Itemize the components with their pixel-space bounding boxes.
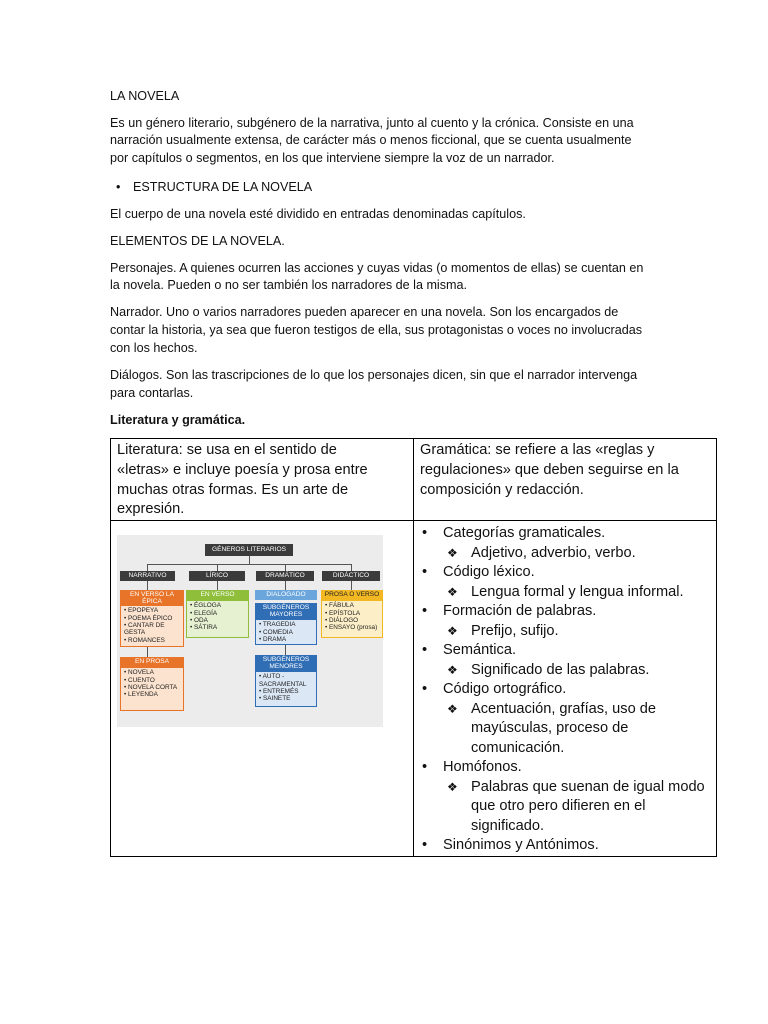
- narrativo-prosa-label: EN PROSA: [120, 657, 184, 667]
- gramatica-list: [414, 521, 716, 856]
- literatura-header: [111, 439, 413, 520]
- connector-line: [351, 564, 352, 571]
- dramatico-menores-label: SUBGÉNEROS MENORES: [255, 655, 317, 671]
- list-item: • CANTAR DE GESTA: [124, 622, 180, 637]
- table-header-row: [111, 439, 717, 521]
- literatura-line: Literatura: se usa en el sentido de: [117, 442, 337, 458]
- category-dramatico: DRAMÁTICO: [256, 571, 314, 581]
- sub-list-item: [414, 622, 716, 642]
- gramatica-line: Gramática: se refiere a las «reglas y: [420, 442, 655, 458]
- connector-line: [147, 564, 351, 565]
- diamond-bullet-icon: ❖: [447, 779, 458, 794]
- connector-line: [285, 581, 286, 590]
- literatura-line: expresión.: [117, 501, 185, 518]
- diagram-root: GÉNEROS LITERARIOS: [205, 544, 293, 556]
- elementos-heading: ELEMENTOS DE LA NOVELA.: [110, 234, 285, 248]
- list-item: • ENSAYO (prosa): [325, 624, 379, 631]
- didactico-list: [321, 600, 383, 638]
- category-lirico: LÍRICO: [189, 571, 245, 581]
- literatura-line: «letras» e incluye poesía y prosa entre: [117, 461, 368, 478]
- sub-item-text: Palabras que suenan de igual modo que otro pero difieren en el significado.: [471, 778, 705, 834]
- list-item: • ODA: [190, 617, 245, 624]
- literatura-line: muchas otras formas. Es un arte de: [117, 481, 349, 498]
- diamond-bullet-icon: ❖: [447, 623, 458, 638]
- list-item: • LEYENDA: [124, 691, 180, 698]
- literatura-gramatica-table: [110, 438, 717, 857]
- narrador-line-1: Narrador. Uno o varios narradores pueden aparecer en una novela. Son los encargados de: [110, 305, 619, 319]
- sub-item-text: Acentuación, grafías, uso de mayúsculas, proceso de comunicación.: [471, 700, 656, 756]
- didactico-label: PROSA O VERSO: [321, 590, 383, 600]
- table-body-row: [111, 521, 717, 857]
- bullet-text: ESTRUCTURA DE LA NOVELA: [133, 180, 313, 194]
- list-item: • Categorías gramaticales.: [414, 524, 716, 544]
- narrador-line-2: contar la historia, ya sea que fueron testigos de ella, sus protagonistas o voces no involucradas: [110, 323, 643, 337]
- sub-item-text: Significado de las palabras.: [471, 661, 650, 678]
- connector-line: [217, 564, 218, 571]
- lirico-list: [186, 600, 249, 638]
- connector-line: [285, 564, 286, 571]
- gramatica-line: regulaciones» que deben seguirse en la: [420, 461, 679, 478]
- list-item: • ROMANCES: [124, 637, 180, 644]
- list-item: • DRAMA: [259, 636, 313, 643]
- list-item: • ÉGLOGA: [190, 602, 245, 609]
- list-item: • EPOPEYA: [124, 607, 180, 614]
- narrativo-prosa-list: [120, 667, 184, 711]
- list-item: • POEMA ÉPICO: [124, 615, 180, 622]
- list-item: • AUTO - SACRAMENTAL: [259, 673, 313, 688]
- dramatico-menores-list: [255, 671, 317, 707]
- list-item: • Sinónimos y Antónimos.: [414, 836, 716, 856]
- category-narrativo: NARRATIVO: [120, 571, 175, 581]
- list-item: • Semántica.: [414, 641, 716, 661]
- list-item: • Formación de palabras.: [414, 602, 716, 622]
- intro-line-3: por capítulos o segmentos, en los que interviene siempre la voz de un narrador.: [110, 151, 555, 165]
- list-item: • FÁBULA: [325, 602, 379, 609]
- connector-line: [285, 645, 286, 655]
- sub-list-item: [414, 583, 716, 603]
- sub-item-text: Adjetivo, adverbio, verbo.: [471, 544, 636, 561]
- personajes-line-2: la novela. Pueden o no ser también los narradores de la misma.: [110, 278, 468, 292]
- dialogos-line-2: para contarlas.: [110, 386, 194, 400]
- bullet-icon: •: [116, 180, 121, 194]
- gramatica-line: composición y redacción.: [420, 481, 584, 498]
- personajes-line-1: Personajes. A quienes ocurren las acciones y cuyas vidas (o momentos de ellas) se cuentan en: [110, 261, 644, 275]
- narrador-line-3: con los hechos.: [110, 341, 198, 355]
- intro-line-2: narración usualmente extensa, de carácter más o menos ficcional, que se cuenta usualmente: [110, 133, 632, 147]
- sub-list-item: [414, 661, 716, 681]
- table-title: Literatura y gramática.: [110, 413, 246, 427]
- list-item: • NOVELA CORTA: [124, 684, 180, 691]
- generos-literarios-diagram: [117, 535, 383, 727]
- list-item: • Homófonos.: [414, 758, 716, 778]
- gramatica-header-cell: [414, 439, 717, 521]
- sub-list-item: [414, 700, 716, 759]
- gramatica-header: [414, 439, 716, 500]
- connector-line: [351, 581, 352, 590]
- connector-line: [147, 647, 148, 657]
- connector-line: [217, 581, 218, 590]
- document-title: LA NOVELA: [110, 89, 180, 103]
- gramatica-list-cell: [414, 521, 717, 857]
- list-item: • ELEGÍA: [190, 610, 245, 617]
- diamond-bullet-icon: ❖: [447, 545, 458, 560]
- dramatico-mayores-label: SUBGÉNEROS MAYORES: [255, 603, 317, 619]
- narrativo-verso-label: EN VERSO LA ÉPICA: [120, 590, 184, 605]
- narrativo-verso-list: [120, 605, 184, 647]
- sub-list-item: [414, 544, 716, 564]
- list-item: • Código ortográfico.: [414, 680, 716, 700]
- category-didactico: DIDÁCTICO: [322, 571, 380, 581]
- diamond-bullet-icon: ❖: [447, 584, 458, 599]
- sub-list-item: [414, 778, 716, 837]
- diagram-cell: [111, 521, 414, 857]
- literatura-header-cell: [111, 439, 414, 521]
- list-item: • NOVELA: [124, 669, 180, 676]
- list-item: • TRAGEDIA: [259, 621, 313, 628]
- dramatico-label: DIALOGADO: [255, 590, 317, 600]
- list-item: • EPÍSTOLA: [325, 610, 379, 617]
- list-item: • DIÁLOGO: [325, 617, 379, 624]
- dramatico-mayores-list: [255, 619, 317, 645]
- estructura-text: El cuerpo de una novela esté dividido en entradas denominadas capítulos.: [110, 207, 526, 221]
- connector-line: [249, 556, 250, 564]
- list-item: • ENTREMÉS: [259, 688, 313, 695]
- sub-item-text: Lengua formal y lengua informal.: [471, 583, 684, 600]
- list-item: • SÁTIRA: [190, 624, 245, 631]
- list-item: • CUENTO: [124, 677, 180, 684]
- connector-line: [147, 564, 148, 571]
- dialogos-line-1: Diálogos. Son las trascripciones de lo que los personajes dicen, sin que el narrador intervenga: [110, 368, 638, 382]
- sub-item-text: Prefijo, sufijo.: [471, 622, 559, 639]
- list-item: • Código léxico.: [414, 563, 716, 583]
- diamond-bullet-icon: ❖: [447, 701, 458, 716]
- diamond-bullet-icon: ❖: [447, 662, 458, 677]
- list-item: • COMEDIA: [259, 629, 313, 636]
- connector-line: [147, 581, 148, 590]
- lirico-label: EN VERSO: [186, 590, 249, 600]
- intro-line-1: Es un género literario, subgénero de la narrativa, junto al cuento y la crónica. Consiste en una: [110, 116, 634, 130]
- list-item: • SAINETE: [259, 695, 313, 702]
